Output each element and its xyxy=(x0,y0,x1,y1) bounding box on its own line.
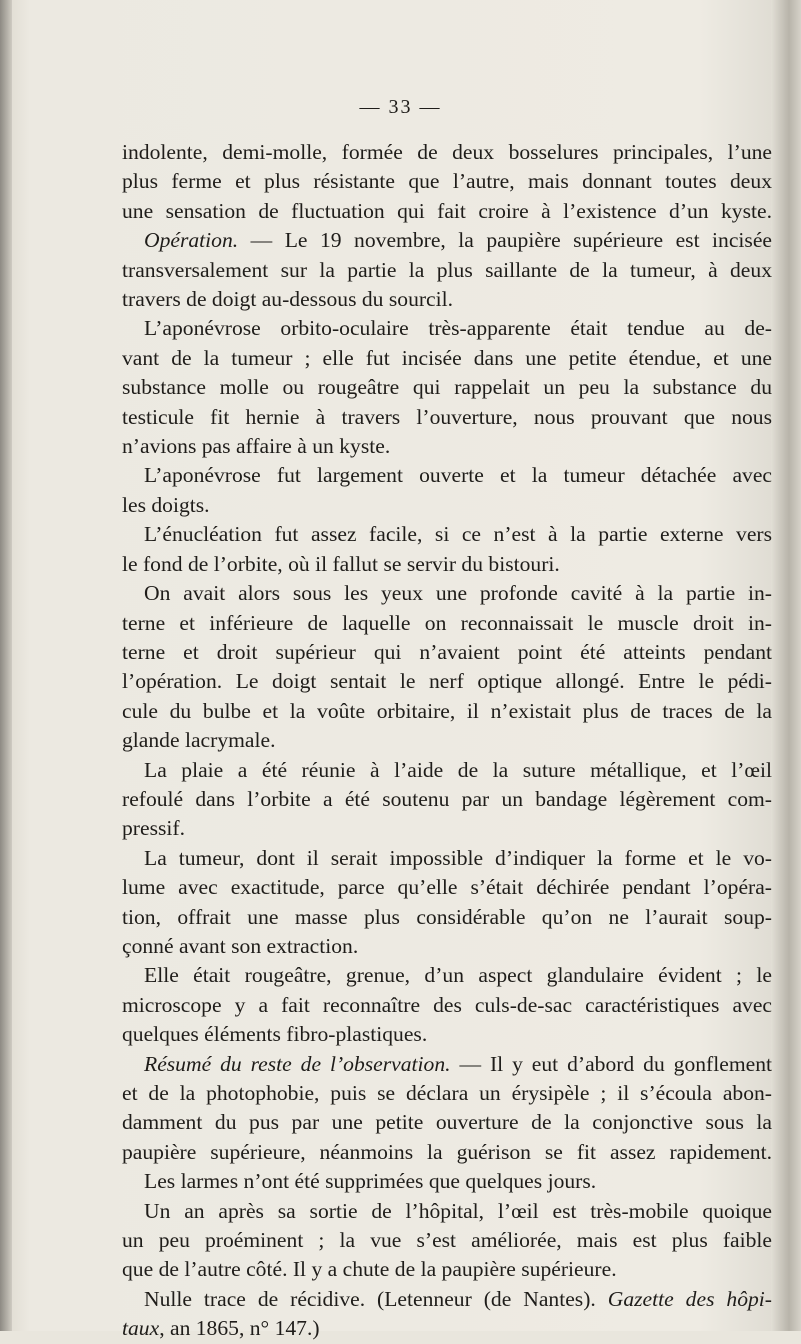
line-text: — Le 19 novembre, la paupière supérieure est incisée xyxy=(238,228,772,253)
text-line xyxy=(122,903,772,932)
line-text: microscope y a fait reconnaître des culs-de-sac caractéristiques avec xyxy=(122,992,772,1017)
text-line xyxy=(122,1255,772,1284)
line-text: testicule fit hernie à travers l’ouverture, nous prouvant que nous xyxy=(122,404,772,429)
line-text: refoulé dans l’orbite a été soutenu par un bandage légèrement com- xyxy=(122,786,772,811)
text-line xyxy=(122,1197,772,1226)
text-line xyxy=(122,226,772,255)
line-text: , an 1865, n° 147.) xyxy=(159,1316,320,1341)
text-line xyxy=(122,1167,772,1196)
text-line xyxy=(122,697,772,726)
text-line xyxy=(122,432,772,461)
text-line xyxy=(122,579,772,608)
line-text: terne et droit supérieur qui n’avaient point été atteints pendant xyxy=(122,639,772,664)
page-number: — 33 — xyxy=(359,96,442,118)
line-text: tion, offrait une masse plus considérable qu’on ne l’aurait soup- xyxy=(122,904,772,929)
italic-run: Gazette des hôpi- xyxy=(607,1286,773,1311)
text-line xyxy=(122,814,772,843)
text-line xyxy=(122,756,772,785)
line-text: L’aponévrose orbito-oculaire très-apparente était tendue au de- xyxy=(144,316,772,341)
italic-run: Opération. xyxy=(144,228,239,253)
text-line xyxy=(122,1138,772,1167)
text-line xyxy=(122,785,772,814)
line-text: vant de la tumeur ; elle fut incisée dans une petite étendue, et une xyxy=(122,345,772,370)
text-line xyxy=(122,873,772,902)
text-line xyxy=(122,1020,772,1049)
text-line xyxy=(122,667,772,696)
text-line xyxy=(122,961,772,990)
text-line xyxy=(122,1108,772,1137)
page-right-edge xyxy=(771,0,801,1331)
text-line xyxy=(122,256,772,285)
text-line xyxy=(122,609,772,638)
text-line xyxy=(122,726,772,755)
text-line xyxy=(122,638,772,667)
line-text: La plaie a été réunie à l’aide de la suture métallique, et l’œil xyxy=(144,757,772,782)
line-text: et de la photophobie, puis se déclara un érysipèle ; il s’écoula abon- xyxy=(122,1081,772,1105)
line-text: paupière supérieure, néanmoins la guérison se fit assez rapidement. xyxy=(122,1139,772,1164)
text-line xyxy=(122,373,772,402)
line-text: terne et inférieure de laquelle on reconnaissait le muscle droit in- xyxy=(122,610,772,635)
line-text: lume avec exactitude, parce qu’elle s’était déchirée pendant l’opéra- xyxy=(122,875,772,900)
line-text: L’énucléation fut assez facile, si ce n’est à la partie externe vers xyxy=(144,522,772,547)
italic-run: taux xyxy=(122,1316,160,1341)
line-text: un peu proéminent ; la vue s’est améliorée, mais est plus faible xyxy=(122,1228,772,1253)
line-text: l’opération. Le doigt sentait le nerf optique allongé. Entre le pédi- xyxy=(122,669,772,694)
line-text: pressif. xyxy=(122,816,185,841)
text-line xyxy=(122,138,772,167)
text-line xyxy=(122,167,772,196)
line-text: cule du bulbe et la voûte orbitaire, il n’existait plus de traces de la xyxy=(122,698,772,723)
text-line xyxy=(122,1079,772,1108)
text-line xyxy=(122,197,772,226)
line-text: quelques éléments fibro-plastiques. xyxy=(122,1022,428,1047)
line-text: n’avions pas affaire à un kyste. xyxy=(122,434,391,459)
text-line xyxy=(122,403,772,432)
text-line xyxy=(122,1050,772,1079)
text-line xyxy=(122,344,772,373)
text-line xyxy=(122,314,772,343)
text-line xyxy=(122,991,772,1020)
line-text: damment du pus par une petite ouverture de la conjonctive sous la xyxy=(122,1110,772,1135)
line-text: glande lacrymale. xyxy=(122,728,276,753)
text-line xyxy=(122,1285,772,1314)
line-text: Elle était rougeâtre, grenue, d’un aspect glandulaire évident ; le xyxy=(144,963,772,988)
line-text: le fond de l’orbite, où il fallut se servir du bistouri. xyxy=(122,551,560,576)
text-line xyxy=(122,550,772,579)
italic-run: Résumé du reste de l’observation. xyxy=(144,1051,451,1076)
line-text: substance molle ou rougeâtre qui rappelait un peu la substance du xyxy=(122,375,772,400)
text-line xyxy=(122,844,772,873)
line-text: Nulle trace de récidive. (Letenneur (de Nantes). xyxy=(144,1286,608,1311)
text-line xyxy=(122,1226,772,1255)
body-text xyxy=(122,138,772,1344)
line-text: çonné avant son extraction. xyxy=(122,933,359,958)
text-line xyxy=(122,932,772,961)
line-text: Les larmes n’ont été supprimées que quelques jours. xyxy=(144,1169,597,1194)
text-line xyxy=(122,285,772,314)
line-text: que de l’autre côté. Il y a chute de la paupière supérieure. xyxy=(122,1257,617,1282)
line-text: Un an après sa sortie de l’hôpital, l’œil est très-mobile quoique xyxy=(144,1198,772,1223)
line-text: travers de doigt au-dessous du sourcil. xyxy=(122,287,454,312)
line-text: les doigts. xyxy=(122,492,210,517)
line-text: — Il y eut d’abord du gonflement xyxy=(450,1051,773,1076)
text-line xyxy=(122,491,772,520)
line-text: On avait alors sous les yeux une profonde cavité à la partie in- xyxy=(144,581,772,606)
line-text: indolente, demi-molle, formée de deux bosselures principales, l’une xyxy=(122,140,772,164)
line-text: plus ferme et plus résistante que l’autre, mais donnant toutes deux xyxy=(122,169,772,194)
line-text: La tumeur, dont il serait impossible d’indiquer la forme et le vo- xyxy=(144,845,772,870)
line-text: L’aponévrose fut largement ouverte et la tumeur détachée avec xyxy=(144,463,772,488)
line-text: une sensation de fluctuation qui fait croire à l’existence d’un kyste. xyxy=(122,198,772,223)
line-text: transversalement sur la partie la plus saillante de la tumeur, à deux xyxy=(122,257,772,282)
page-left-edge xyxy=(0,0,12,1331)
text-line xyxy=(122,461,772,490)
text-line xyxy=(122,1314,772,1343)
text-line xyxy=(122,520,772,549)
